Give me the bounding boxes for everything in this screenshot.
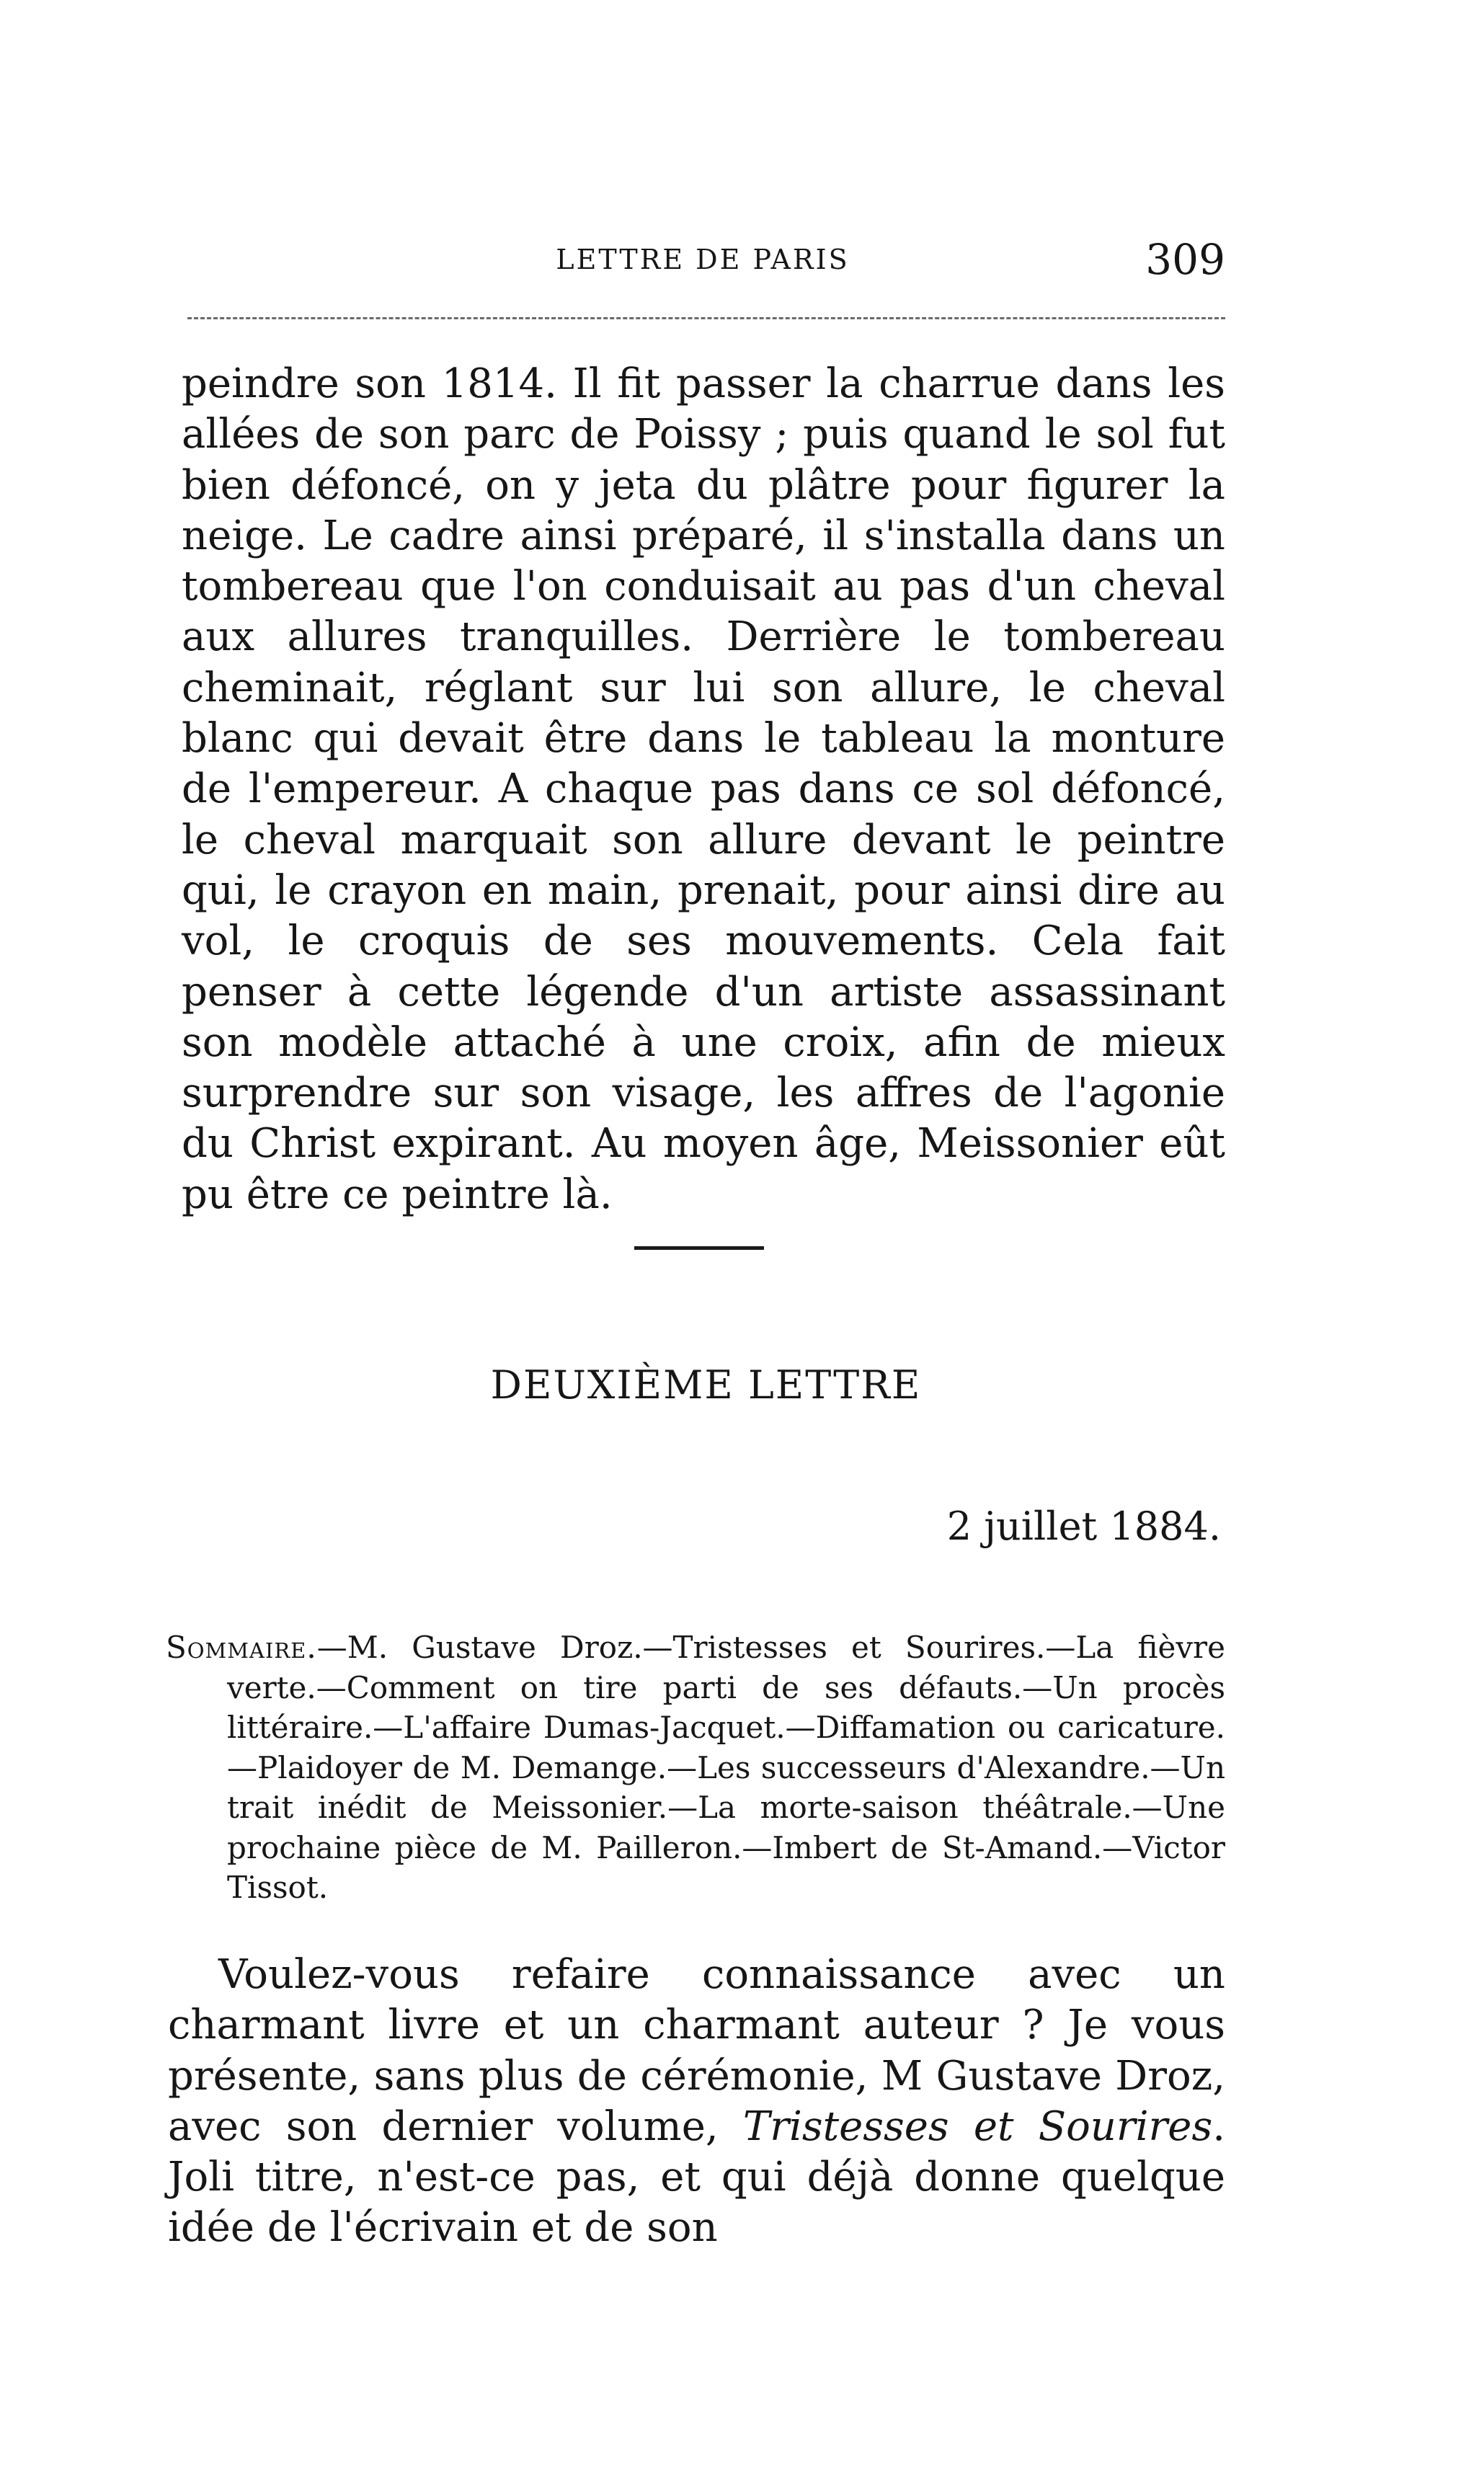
summary: [166, 1628, 1225, 1908]
paragraph-continued: peindre son 1814. Il fit passer la charrue dans les allées de son parc de Poissy ; puis quand le sol fut bien défoncé, on y jeta du plâtre pour figurer la neige. Le cadre ainsi préparé, il s'installa dans un tombereau que l'on conduisait au pas d'un cheval aux allures tranquilles. Derrière le tombereau cheminait, réglant sur lui son allure, le cheval blanc qui devait être dans le tableau la monture de l'empereur. A chaque pas dans ce sol défoncé, le cheval marquait son allure devant le peintre qui, le crayon en main, prenait, pour ainsi dire au vol, le croquis de ses mouvements. Cela fait penser à cette légende d'un artiste assassinant son modèle attaché à une croix, afin de mieux surprendre sur son visage, les affres de l'agonie du Christ expirant. Au moyen âge, Meissonier eût pu être ce peintre là.: [182, 360, 1225, 1218]
summary-label: Sommaire.: [166, 1630, 317, 1665]
paragraph-2-text-end: . Joli titre, n'est-ce pas, et qui déjà donne quelque idée de l'écrivain et de son: [168, 2103, 1225, 2252]
summary-text: —M. Gustave Droz.—Tristesses et Sourires.—La fièvre verte.—Comment on tire parti de ses défauts.—Un procès littéraire.—L'affaire Dumas-Jacquet.—Diffamation ou caricature.—Plaidoyer de M. Demange.—Les successeurs d'Alexandre.—Un trait inédit de Meissonier.—La morte-saison théâtrale.—Une prochaine pièce de M. Pailleron.—Imbert de St-Amand.—Victor Tissot.: [227, 1630, 1225, 1905]
book-title: Tristesses et Sourires: [742, 2103, 1213, 2150]
paragraph-2-text-start: Voulez-vous refaire connaissance avec un charmant livre et un charmant auteur ? Je vous présente, sans plus de cérémonie, M Gustave Droz, avec son dernier volume,: [168, 1951, 1225, 2150]
letter-date: 2 juillet 1884.: [946, 1504, 1221, 1549]
header-divider: [187, 317, 1225, 319]
page-number: 309: [1145, 235, 1225, 284]
paragraph-opening: [168, 1950, 1225, 2254]
letter-title: DEUXIÈME LETTRE: [490, 1362, 922, 1408]
running-title: LETTRE DE PARIS: [556, 244, 850, 275]
section-divider: [634, 1246, 764, 1250]
running-head: [180, 235, 1225, 285]
